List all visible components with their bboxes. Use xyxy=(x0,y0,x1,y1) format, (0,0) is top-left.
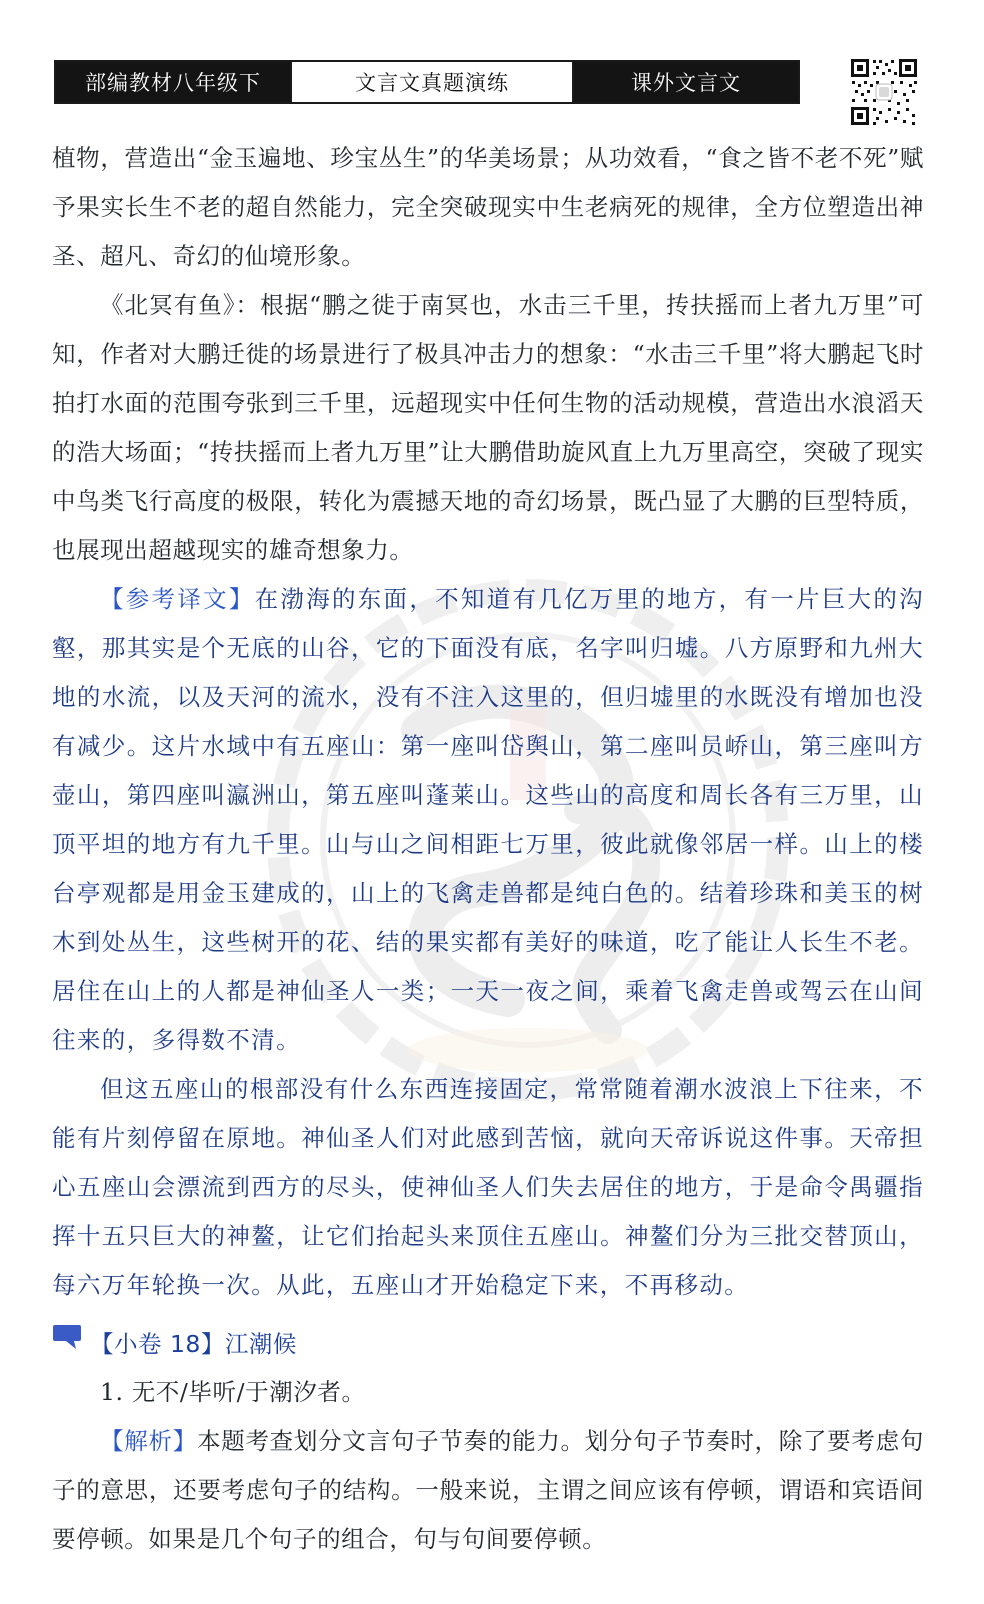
document-body xyxy=(52,134,924,1564)
translation-paragraph xyxy=(52,575,924,1065)
answer-line: 1. 无不/毕听/于潮汐者。 xyxy=(100,1378,366,1406)
translation-paragraph: 但这五座山的根部没有什么东西连接固定，常常随着潮水波浪上下往来，不能有片刻停留在原地。神仙圣人们对此感到苦恼，就向天帝诉说这件事。天帝担心五座山会漂流到西方的尽头，使神仙圣人们失去居住的地方，于是命令禺疆指挥十五只巨大的神鳌，让它们抬起头来顶住五座山。神鳌们分为三批交替顶山，每六万年轮换一次。从此，五座山才开始稳定下来，不再移动。 xyxy=(52,1075,924,1299)
header-bar xyxy=(54,60,800,104)
section-title: 【小卷 18】江潮候 xyxy=(90,1330,297,1358)
header-textbook-label: 部编教材八年级下 xyxy=(56,62,290,102)
section-heading xyxy=(52,1316,924,1368)
header-category-label: 课外文言文 xyxy=(574,62,798,102)
analysis-paragraph: 《北冥有鱼》：根据“鹏之徙于南冥也，水击三千里，抟扶摇而上者九万里”可知，作者对大鹏迁徙的场景进行了极具冲击力的想象：“水击三千里”将大鹏起飞时拍打水面的范围夸张到三千里，远超现实中任何生物的活动规模，营造出水浪滔天的浩大场面；“抟扶摇而上者九万里”让大鹏借助旋风直上九万里高空，突破了现实中鸟类飞行高度的极限，转化为震撼天地的奇幻场景，既凸显了大鹏的巨型特质，也展现出超越现实的雄奇想象力。 xyxy=(52,291,924,564)
header-title: 文言文真题演练 xyxy=(290,62,574,102)
qr-code-icon xyxy=(850,58,918,126)
explanation-text: 本题考查划分文言句子节奏的能力。划分句子节奏时，除了要考虑句子的意思，还要考虑句子的结构。一般来说，主谓之间应该有停顿，谓语和宾语间要停顿。如果是几个句子的组合，句与句间要停顿。 xyxy=(52,1427,925,1553)
translation-text: 在渤海的东面，不知道有几亿万里的地方，有一片巨大的沟壑，那其实是个无底的山谷，它的下面没有底，名字叫归墟。八方原野和九州大地的水流，以及天河的流水，没有不注入这里的，但归墟里的水既没有增加也没有减少。这片水域中有五座山：第一座叫岱舆山，第二座叫员峤山，第三座叫方壶山，第四座叫瀛洲山，第五座叫蓬莱山。这些山的高度和周长各有三万里，山顶平坦的地方有九千里。山与山之间相距七万里，彼此就像邻居一样。山上的楼台亭观都是用金玉建成的，山上的飞禽走兽都是纯白色的。结着珍珠和美玉的树木到处丛生，这些树开的花、结的果实都有美好的味道，吃了能让人长生不老。居住在山上的人都是神仙圣人一类；一天一夜之间，乘着飞禽走兽或驾云在山间往来的，多得数不清。 xyxy=(52,585,924,1054)
explanation-paragraph xyxy=(52,1417,924,1564)
translation-tag: 【参考译文】 xyxy=(100,585,255,613)
explanation-tag: 【解析】 xyxy=(100,1427,197,1455)
chat-bubble-icon xyxy=(52,1323,82,1351)
analysis-paragraph: 植物，营造出“金玉遍地、珍宝丛生”的华美场景；从功效看，“食之皆不老不死”赋予果实长生不老的超自然能力，完全突破现实中生老病死的规律，全方位塑造出神圣、超凡、奇幻的仙境形象。 xyxy=(52,144,924,270)
